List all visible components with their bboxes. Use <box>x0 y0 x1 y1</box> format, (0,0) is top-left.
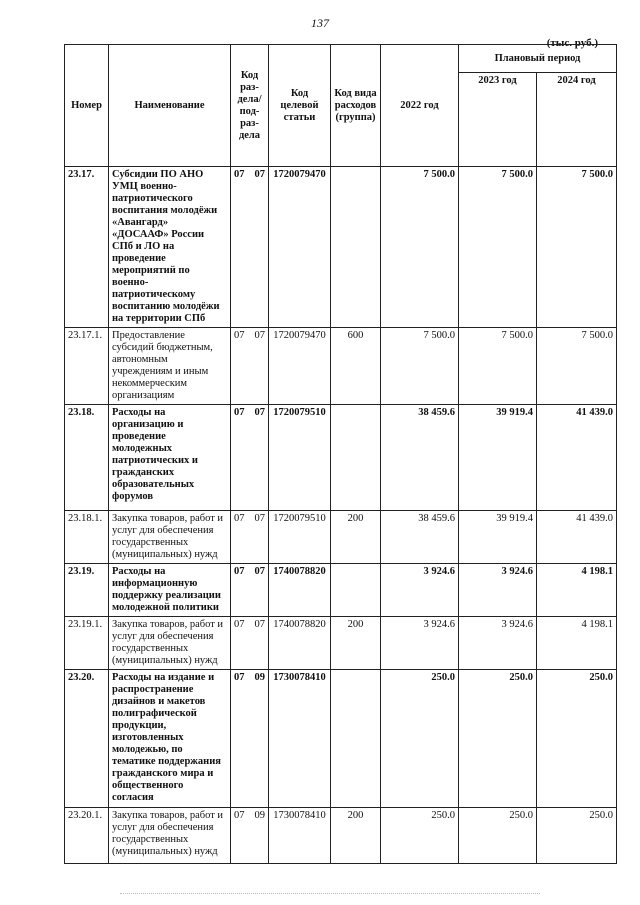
row-section <box>231 564 269 617</box>
row-expense-type: 200 <box>331 617 381 670</box>
row-2023: 3 924.6 <box>459 617 537 670</box>
row-name: Расходы на издание и распространение дизайнов и макетов полиграфической продукции, изготовленных молодежью, по тематике поддержания гражданского мира и общественного согласия <box>109 670 231 808</box>
row-2024: 250.0 <box>537 670 617 808</box>
row-number: 23.20. <box>65 670 109 808</box>
row-expense-type: 200 <box>331 511 381 564</box>
row-2024: 7 500.0 <box>537 328 617 405</box>
row-name: Субсидии ПО АНО УМЦ военно-патриотического воспитания молодёжи «Авангард» «ДОСААФ» России СПб и ЛО на проведение мероприятий по военно-патриотическому воспитанию молодёжи на территории СПб <box>109 167 231 328</box>
row-expense-type <box>331 564 381 617</box>
section-code: 07 <box>234 513 245 524</box>
row-2023: 7 500.0 <box>459 167 537 328</box>
row-2022: 3 924.6 <box>381 564 459 617</box>
header-section: Код раз-дела/ под-раз-дела <box>231 45 269 167</box>
row-2024: 4 198.1 <box>537 617 617 670</box>
table-row <box>65 564 617 617</box>
row-target: 1720079510 <box>269 405 331 511</box>
row-2024: 41 439.0 <box>537 405 617 511</box>
row-section <box>231 808 269 864</box>
row-number: 23.20.1. <box>65 808 109 864</box>
row-2023: 250.0 <box>459 808 537 864</box>
row-target: 1730078410 <box>269 808 331 864</box>
subsection-code: 07 <box>254 513 265 524</box>
row-number: 23.17. <box>65 167 109 328</box>
table-row <box>65 328 617 405</box>
row-name: Закупка товаров, работ и услуг для обеспечения государственных (муниципальных) нужд <box>109 511 231 564</box>
row-2022: 7 500.0 <box>381 328 459 405</box>
section-code: 07 <box>234 169 245 180</box>
table-row <box>65 167 617 328</box>
row-2023: 39 919.4 <box>459 405 537 511</box>
row-2023: 250.0 <box>459 670 537 808</box>
row-name: Закупка товаров, работ и услуг для обеспечения государственных (муниципальных) нужд <box>109 617 231 670</box>
table-row <box>65 405 617 511</box>
header-2023: 2023 год <box>459 73 537 167</box>
row-expense-type: 600 <box>331 328 381 405</box>
header-name: Наименование <box>109 45 231 167</box>
row-2023: 39 919.4 <box>459 511 537 564</box>
row-target: 1720079470 <box>269 328 331 405</box>
row-section <box>231 617 269 670</box>
page-number: 137 <box>311 16 329 30</box>
table-row <box>65 617 617 670</box>
subsection-code: 07 <box>254 619 265 630</box>
header-target: Код целевой статьи <box>269 45 331 167</box>
subsection-code: 07 <box>254 330 265 341</box>
row-name: Расходы на информационную поддержку реализации молодежной политики <box>109 564 231 617</box>
row-2024: 4 198.1 <box>537 564 617 617</box>
header-2024: 2024 год <box>537 73 617 167</box>
section-code: 07 <box>234 566 245 577</box>
row-expense-type <box>331 167 381 328</box>
units-label: (тыс. руб.) <box>546 37 598 49</box>
row-2023: 3 924.6 <box>459 564 537 617</box>
row-section <box>231 511 269 564</box>
header-number: Номер <box>65 45 109 167</box>
row-target: 1740078820 <box>269 617 331 670</box>
subsection-code: 07 <box>254 566 265 577</box>
row-number: 23.18.1. <box>65 511 109 564</box>
row-2023: 7 500.0 <box>459 328 537 405</box>
section-code: 07 <box>234 810 245 821</box>
row-target: 1730078410 <box>269 670 331 808</box>
row-name: Закупка товаров, работ и услуг для обеспечения государственных (муниципальных) нужд <box>109 808 231 864</box>
row-section <box>231 167 269 328</box>
row-2024: 250.0 <box>537 808 617 864</box>
row-name: Расходы на организацию и проведение молодежных патриотических и гражданских образовательных форумов <box>109 405 231 511</box>
table-row <box>65 511 617 564</box>
budget-table <box>64 44 617 864</box>
row-2022: 38 459.6 <box>381 405 459 511</box>
row-2022: 250.0 <box>381 670 459 808</box>
header-2022: 2022 год <box>381 45 459 167</box>
subsection-code: 07 <box>254 407 265 418</box>
section-code: 07 <box>234 407 245 418</box>
scan-edge <box>120 893 540 896</box>
row-number: 23.19. <box>65 564 109 617</box>
row-number: 23.17.1. <box>65 328 109 405</box>
subsection-code: 09 <box>254 810 265 821</box>
row-section <box>231 328 269 405</box>
row-2024: 7 500.0 <box>537 167 617 328</box>
row-target: 1720079510 <box>269 511 331 564</box>
table-row <box>65 808 617 864</box>
row-expense-type <box>331 670 381 808</box>
section-code: 07 <box>234 330 245 341</box>
row-target: 1720079470 <box>269 167 331 328</box>
row-section <box>231 670 269 808</box>
row-name: Предоставление субсидий бюджетным, автономным учреждениям и иным некоммерческим организациям <box>109 328 231 405</box>
row-section <box>231 405 269 511</box>
row-2022: 3 924.6 <box>381 617 459 670</box>
row-2022: 7 500.0 <box>381 167 459 328</box>
row-expense-type <box>331 405 381 511</box>
section-code: 07 <box>234 619 245 630</box>
subsection-code: 09 <box>254 672 265 683</box>
row-number: 23.18. <box>65 405 109 511</box>
header-planned-period: Плановый период <box>459 45 617 73</box>
header-expense-type: Код вида расходов (группа) <box>331 45 381 167</box>
row-target: 1740078820 <box>269 564 331 617</box>
table-row <box>65 670 617 808</box>
row-number: 23.19.1. <box>65 617 109 670</box>
row-2024: 41 439.0 <box>537 511 617 564</box>
row-expense-type: 200 <box>331 808 381 864</box>
subsection-code: 07 <box>254 169 265 180</box>
row-2022: 38 459.6 <box>381 511 459 564</box>
row-2022: 250.0 <box>381 808 459 864</box>
section-code: 07 <box>234 672 245 683</box>
